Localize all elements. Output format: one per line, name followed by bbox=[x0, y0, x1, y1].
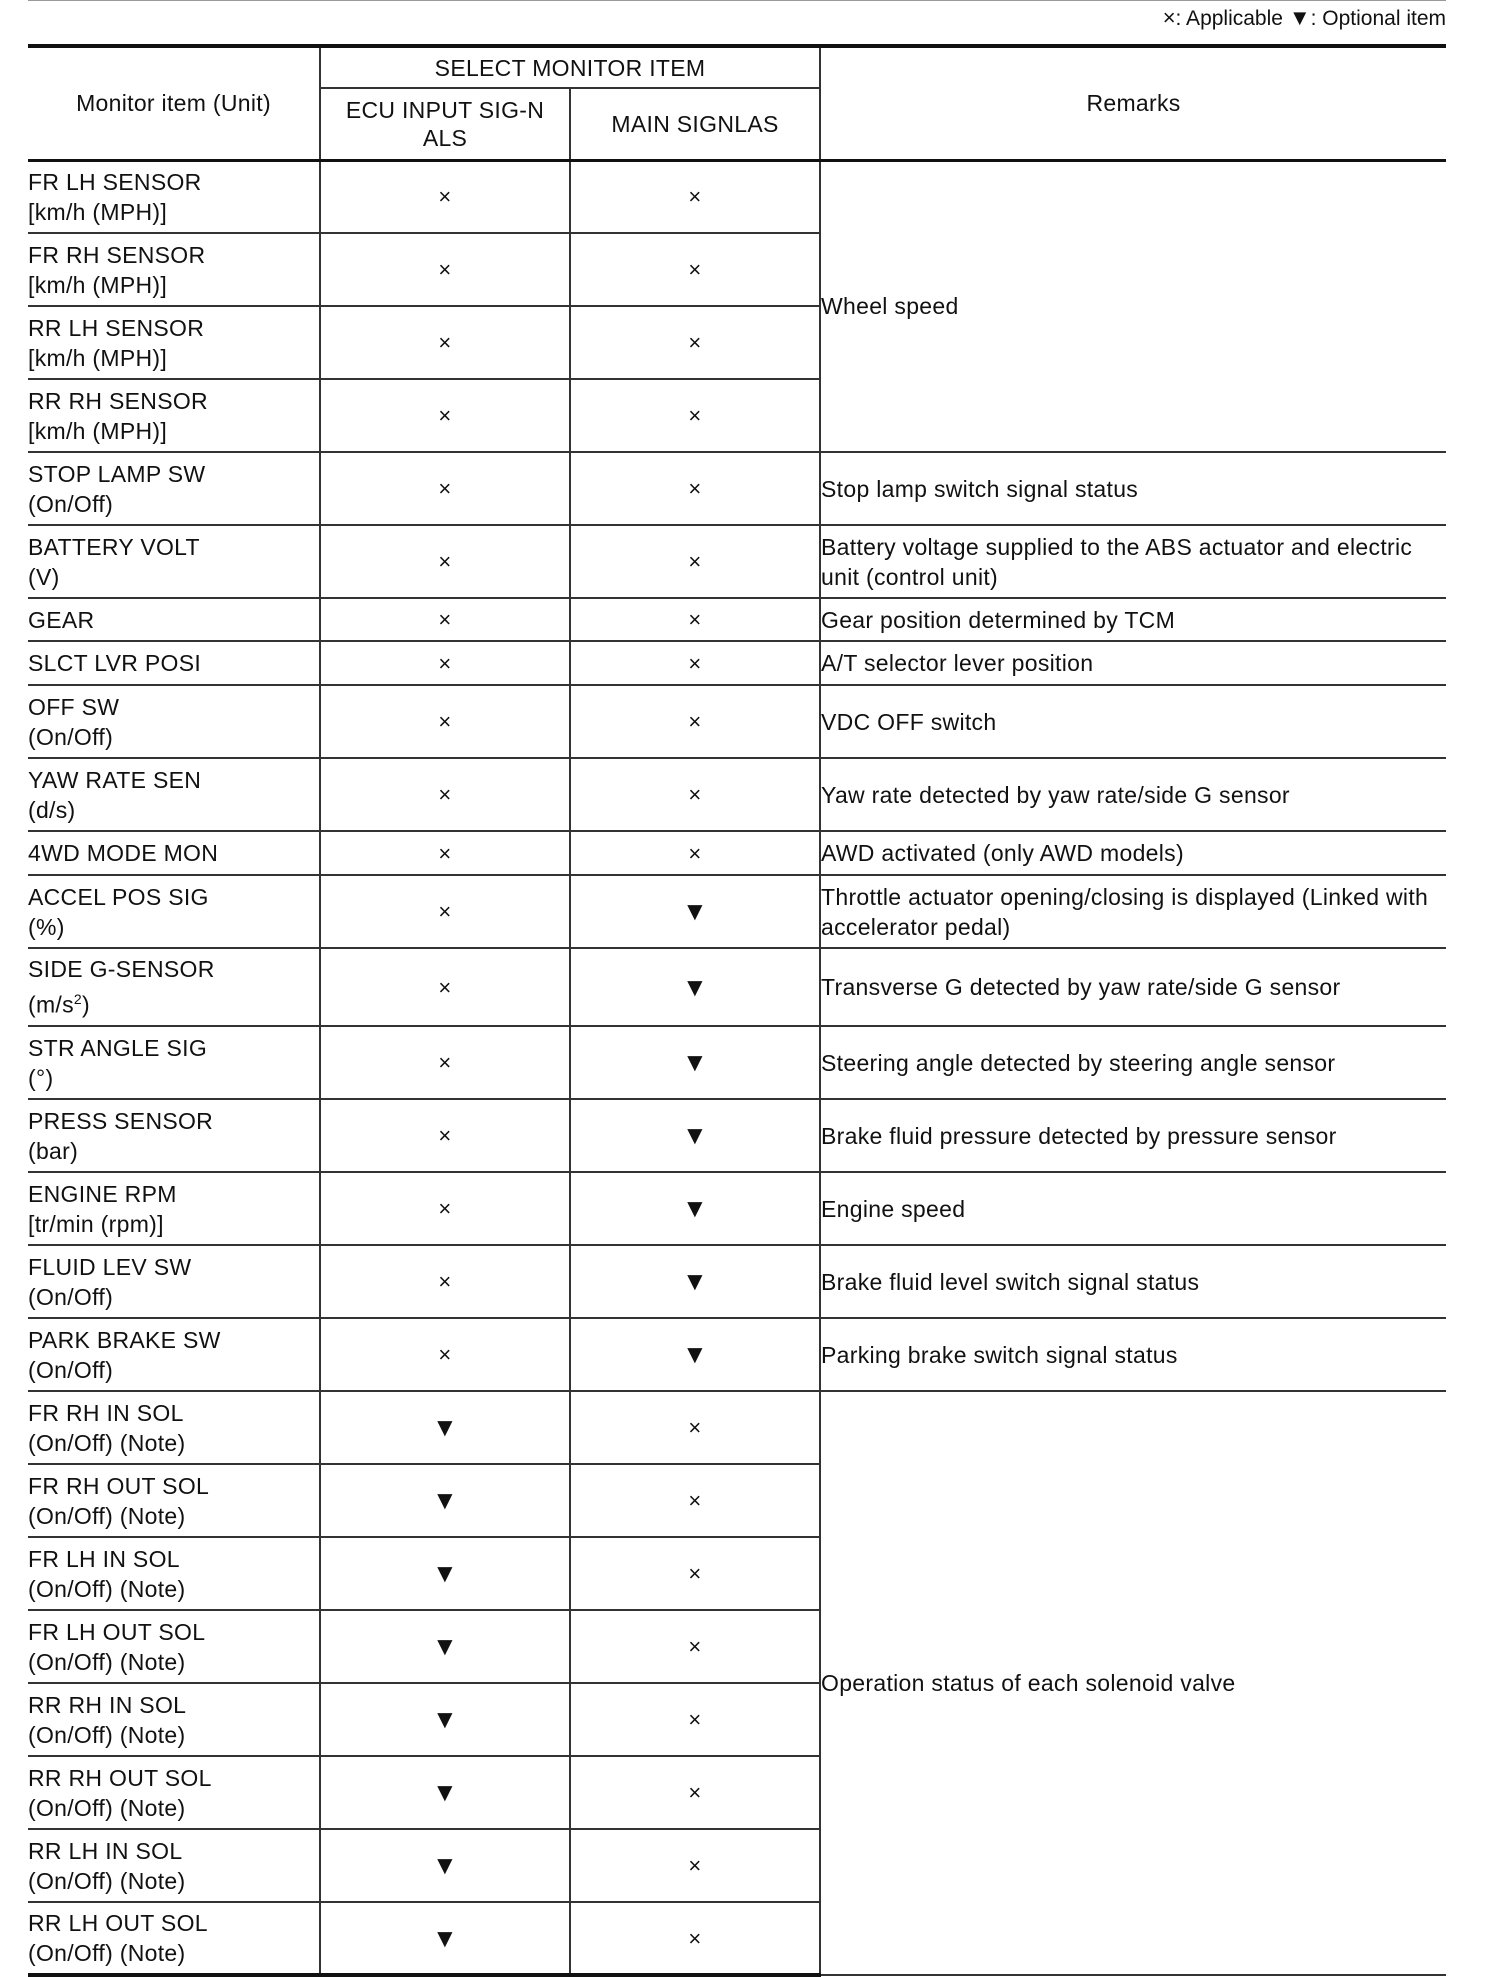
ecu-input-signals-cell bbox=[320, 160, 570, 233]
main-signals-cell bbox=[570, 233, 820, 306]
ecu-input-signals-cell bbox=[320, 1245, 570, 1318]
monitor-item-unit: (On/Off) (Note) bbox=[28, 1502, 186, 1529]
monitor-item-unit: (On/Off) bbox=[28, 723, 114, 750]
table-row bbox=[28, 1172, 1446, 1245]
monitor-item-name: 4WD MODE MON bbox=[28, 840, 219, 866]
optional-text: : Optional item bbox=[1310, 7, 1446, 30]
ecu-input-signals-cell bbox=[320, 758, 570, 831]
applicable-mark: × bbox=[438, 899, 452, 924]
main-signals-cell bbox=[570, 758, 820, 831]
remark-cell: Throttle actuator opening/closing is displayed (Linked with accelerator pedal) bbox=[820, 875, 1446, 948]
monitor-item-cell bbox=[28, 831, 320, 875]
ecu-input-signals-cell bbox=[320, 452, 570, 525]
monitor-item-unit: (On/Off) bbox=[28, 1283, 114, 1310]
ecu-input-signals-cell bbox=[320, 233, 570, 306]
applicable-mark: × bbox=[438, 1196, 452, 1221]
monitor-item-unit: (d/s) bbox=[28, 796, 76, 823]
monitor-item-name: PRESS SENSOR bbox=[28, 1107, 214, 1134]
applicable-mark: × bbox=[438, 709, 452, 734]
monitor-item-name: GEAR bbox=[28, 606, 95, 633]
ecu-input-signals-cell bbox=[320, 1537, 570, 1610]
monitor-item-name: FR RH OUT SOL bbox=[28, 1472, 210, 1499]
monitor-item-unit: (On/Off) (Note) bbox=[28, 1429, 186, 1456]
remark-cell: A/T selector lever position bbox=[820, 641, 1446, 685]
monitor-item-name: SIDE G-SENSOR bbox=[28, 956, 215, 983]
remark-cell: Battery voltage supplied to the ABS actuator and electric unit (control unit) bbox=[820, 525, 1446, 598]
applicable-mark: × bbox=[438, 257, 452, 282]
monitor-item-name: RR RH SENSOR bbox=[28, 387, 208, 414]
monitor-item-cell bbox=[28, 1610, 320, 1683]
table-row bbox=[28, 525, 1446, 598]
ecu-input-signals-cell bbox=[320, 1610, 570, 1683]
header-ecu-input-signals: ECU INPUT SIG-NALS bbox=[320, 88, 570, 160]
remark-cell: AWD activated (only AWD models) bbox=[820, 831, 1446, 875]
header-main-signals: MAIN SIGNLAS bbox=[570, 88, 820, 160]
main-signals-cell bbox=[570, 379, 820, 452]
main-signals-cell bbox=[570, 641, 820, 685]
top-rule bbox=[28, 0, 1446, 1]
main-signals-cell bbox=[570, 1099, 820, 1172]
applicable-mark: × bbox=[688, 1707, 702, 1732]
remark-cell: Stop lamp switch signal status bbox=[820, 452, 1446, 525]
monitor-item-unit: [km/h (MPH)] bbox=[28, 198, 168, 225]
monitor-item-unit: (V) bbox=[28, 563, 60, 590]
monitor-item-name: FR RH SENSOR bbox=[28, 241, 206, 268]
main-signals-cell bbox=[570, 1318, 820, 1391]
ecu-input-signals-cell bbox=[320, 1756, 570, 1829]
ecu-input-signals-cell bbox=[320, 1902, 570, 1975]
optional-item-icon: ▼ bbox=[681, 1120, 709, 1150]
ecu-input-signals-cell bbox=[320, 525, 570, 598]
monitor-item-cell bbox=[28, 1829, 320, 1902]
remark-cell: Gear position determined by TCM bbox=[820, 598, 1446, 641]
remark-cell: Parking brake switch signal status bbox=[820, 1318, 1446, 1391]
applicable-mark: × bbox=[438, 403, 452, 428]
monitor-item-cell bbox=[28, 875, 320, 948]
monitor-item-name: SLCT LVR POSI bbox=[28, 650, 202, 676]
monitor-item-cell bbox=[28, 598, 320, 641]
applicable-mark: × bbox=[688, 1561, 702, 1586]
applicable-mark: × bbox=[438, 1123, 452, 1148]
applicable-mark: × bbox=[688, 1853, 702, 1878]
ecu-input-signals-cell bbox=[320, 1829, 570, 1902]
main-signals-cell bbox=[570, 1537, 820, 1610]
monitor-item-unit: (On/Off) (Note) bbox=[28, 1648, 186, 1675]
monitor-item-unit: (°) bbox=[28, 1064, 54, 1091]
monitor-item-cell bbox=[28, 1683, 320, 1756]
header-remarks: Remarks bbox=[820, 46, 1446, 160]
monitor-item-unit: (%) bbox=[28, 913, 65, 940]
main-signals-cell bbox=[570, 1610, 820, 1683]
main-signals-cell bbox=[570, 831, 820, 875]
ecu-input-signals-cell bbox=[320, 641, 570, 685]
monitor-item-name: RR LH IN SOL bbox=[28, 1837, 183, 1864]
remark-cell: Engine speed bbox=[820, 1172, 1446, 1245]
table-row bbox=[28, 875, 1446, 948]
main-signals-cell bbox=[570, 598, 820, 641]
ecu-input-signals-cell bbox=[320, 831, 570, 875]
optional-item-icon: ▼ bbox=[431, 1631, 459, 1661]
ecu-input-signals-cell bbox=[320, 948, 570, 1026]
ecu-input-signals-cell bbox=[320, 1099, 570, 1172]
main-signals-cell bbox=[570, 1683, 820, 1756]
applicable-mark: × bbox=[688, 650, 702, 676]
monitor-item-unit: (On/Off) (Note) bbox=[28, 1721, 186, 1748]
monitor-item-name: FR LH OUT SOL bbox=[28, 1618, 206, 1645]
main-signals-cell bbox=[570, 525, 820, 598]
header-select-monitor-item: SELECT MONITOR ITEM bbox=[320, 46, 820, 88]
monitor-item-cell bbox=[28, 452, 320, 525]
applicable-mark: × bbox=[438, 330, 452, 355]
header-monitor-item: Monitor item (Unit) bbox=[28, 46, 320, 160]
ecu-input-signals-cell bbox=[320, 1172, 570, 1245]
monitor-item-cell bbox=[28, 948, 320, 1026]
remark-cell: Yaw rate detected by yaw rate/side G sensor bbox=[820, 758, 1446, 831]
remark-wheel-speed: Wheel speed bbox=[820, 160, 1446, 452]
ecu-input-signals-cell bbox=[320, 379, 570, 452]
table-row bbox=[28, 1245, 1446, 1318]
applicable-mark: × bbox=[688, 1488, 702, 1513]
monitor-item-name: ACCEL POS SIG bbox=[28, 883, 209, 910]
ecu-input-signals-cell bbox=[320, 598, 570, 641]
remark-solenoid: Operation status of each solenoid valve bbox=[820, 1391, 1446, 1975]
main-signals-cell bbox=[570, 685, 820, 758]
monitor-item-unit: [km/h (MPH)] bbox=[28, 344, 168, 371]
applicable-mark: × bbox=[438, 840, 452, 866]
optional-item-icon: ▼ bbox=[681, 1266, 709, 1296]
monitor-item-cell bbox=[28, 525, 320, 598]
table-row bbox=[28, 831, 1446, 875]
optional-item-icon: ▼ bbox=[431, 1412, 459, 1442]
monitor-item-cell bbox=[28, 1756, 320, 1829]
applicable-symbol: × bbox=[1162, 5, 1176, 30]
monitor-item-unit: (On/Off) (Note) bbox=[28, 1867, 186, 1894]
monitor-item-cell bbox=[28, 1464, 320, 1537]
monitor-item-name: RR LH SENSOR bbox=[28, 314, 205, 341]
main-signals-cell bbox=[570, 1391, 820, 1464]
ecu-input-signals-cell bbox=[320, 1026, 570, 1099]
table-row bbox=[28, 758, 1446, 831]
optional-item-icon: ▼ bbox=[431, 1777, 459, 1807]
remark-cell: Transverse G detected by yaw rate/side G sensor bbox=[820, 948, 1446, 1026]
applicable-mark: × bbox=[438, 1269, 452, 1294]
table-row bbox=[28, 685, 1446, 758]
remark-cell: Brake fluid level switch signal status bbox=[820, 1245, 1446, 1318]
ecu-input-signals-cell bbox=[320, 1391, 570, 1464]
monitor-item-name: FR LH SENSOR bbox=[28, 168, 202, 195]
applicable-mark: × bbox=[438, 549, 452, 574]
unit-tail: ) bbox=[82, 991, 90, 1018]
monitor-item-unit: [km/h (MPH)] bbox=[28, 417, 168, 444]
applicable-mark: × bbox=[688, 1780, 702, 1805]
monitor-item-cell bbox=[28, 1172, 320, 1245]
remark-cell: Steering angle detected by steering angle sensor bbox=[820, 1026, 1446, 1099]
monitor-item-name: RR RH IN SOL bbox=[28, 1691, 187, 1718]
applicable-mark: × bbox=[438, 650, 452, 676]
monitor-item-name: STR ANGLE SIG bbox=[28, 1034, 208, 1061]
applicable-mark: × bbox=[438, 1342, 452, 1367]
main-signals-cell bbox=[570, 1026, 820, 1099]
optional-item-icon: ▼ bbox=[431, 1922, 459, 1953]
optional-item-icon: ▼ bbox=[431, 1558, 459, 1588]
optional-item-icon: ▼ bbox=[431, 1704, 459, 1734]
applicable-text: : Applicable bbox=[1175, 7, 1283, 30]
optional-item-icon: ▼ bbox=[431, 1485, 459, 1515]
ecu-input-signals-cell bbox=[320, 875, 570, 948]
applicable-mark: × bbox=[688, 1925, 702, 1951]
optional-item-icon: ▼ bbox=[681, 1339, 709, 1369]
monitor-item-unit: (On/Off) (Note) bbox=[28, 1575, 186, 1602]
monitor-item-unit: (On/Off) bbox=[28, 490, 114, 517]
monitor-item-cell bbox=[28, 1318, 320, 1391]
unit-superscript: 2 bbox=[73, 991, 83, 1008]
optional-item-icon: ▼ bbox=[681, 896, 709, 926]
monitor-item-cell bbox=[28, 1902, 320, 1975]
ecu-input-signals-cell bbox=[320, 1318, 570, 1391]
optional-item-icon: ▼ bbox=[681, 971, 709, 1002]
main-signals-cell bbox=[570, 1245, 820, 1318]
table-row bbox=[28, 452, 1446, 525]
applicable-mark: × bbox=[438, 974, 452, 1000]
applicable-mark: × bbox=[438, 476, 452, 501]
main-signals-cell bbox=[570, 1902, 820, 1975]
optional-item-icon: ▼ bbox=[681, 1047, 709, 1077]
monitor-item-name: STOP LAMP SW bbox=[28, 460, 206, 487]
applicable-mark: × bbox=[688, 607, 702, 632]
monitor-item-unit: (m/s bbox=[28, 991, 74, 1018]
monitor-item-unit: (On/Off) bbox=[28, 1356, 114, 1383]
applicable-mark: × bbox=[688, 840, 702, 866]
applicable-mark: × bbox=[438, 782, 452, 807]
monitor-item-cell bbox=[28, 758, 320, 831]
table-row bbox=[28, 1391, 1446, 1464]
monitor-item-unit: (On/Off) (Note) bbox=[28, 1794, 186, 1821]
table-row bbox=[28, 1099, 1446, 1172]
applicable-mark: × bbox=[688, 184, 702, 210]
monitor-item-cell bbox=[28, 306, 320, 379]
main-signals-cell bbox=[570, 1756, 820, 1829]
applicable-mark: × bbox=[688, 709, 702, 734]
applicable-mark: × bbox=[688, 330, 702, 355]
optional-item-icon: ▼ bbox=[681, 1193, 709, 1223]
applicable-mark: × bbox=[438, 607, 452, 632]
monitor-item-cell bbox=[28, 1391, 320, 1464]
table-row bbox=[28, 1318, 1446, 1391]
table-row bbox=[28, 948, 1446, 1026]
table-row bbox=[28, 641, 1446, 685]
monitor-item-name: PARK BRAKE SW bbox=[28, 1326, 221, 1353]
monitor-item-cell bbox=[28, 379, 320, 452]
monitor-item-name: YAW RATE SEN bbox=[28, 766, 202, 793]
monitor-item-table bbox=[28, 44, 1446, 1977]
main-signals-cell bbox=[570, 1829, 820, 1902]
applicable-mark: × bbox=[688, 549, 702, 574]
monitor-item-cell bbox=[28, 1537, 320, 1610]
applicable-mark: × bbox=[438, 184, 452, 210]
monitor-item-cell bbox=[28, 1245, 320, 1318]
optional-item-icon: ▼ bbox=[1288, 5, 1311, 30]
monitor-item-name: FR LH IN SOL bbox=[28, 1545, 180, 1572]
monitor-item-cell bbox=[28, 685, 320, 758]
applicable-mark: × bbox=[688, 1634, 702, 1659]
monitor-item-unit: (bar) bbox=[28, 1137, 79, 1164]
monitor-item-name: OFF SW bbox=[28, 693, 120, 720]
monitor-item-name: ENGINE RPM bbox=[28, 1180, 177, 1207]
applicable-mark: × bbox=[688, 782, 702, 807]
main-signals-cell bbox=[570, 160, 820, 233]
monitor-item-unit: [tr/min (rpm)] bbox=[28, 1210, 164, 1237]
applicable-mark: × bbox=[688, 476, 702, 501]
main-signals-cell bbox=[570, 1172, 820, 1245]
monitor-item-name: BATTERY VOLT bbox=[28, 533, 200, 560]
main-signals-cell bbox=[570, 306, 820, 379]
monitor-item-cell bbox=[28, 1099, 320, 1172]
table-row bbox=[28, 160, 1446, 233]
table-row bbox=[28, 1026, 1446, 1099]
applicable-mark: × bbox=[688, 403, 702, 428]
applicable-mark: × bbox=[688, 257, 702, 282]
monitor-item-name: FR RH IN SOL bbox=[28, 1399, 184, 1426]
monitor-item-name: RR RH OUT SOL bbox=[28, 1764, 212, 1791]
monitor-item-unit: [km/h (MPH)] bbox=[28, 271, 168, 298]
main-signals-cell bbox=[570, 452, 820, 525]
ecu-input-signals-cell bbox=[320, 1464, 570, 1537]
optional-item-icon: ▼ bbox=[431, 1850, 459, 1880]
monitor-item-name: FLUID LEV SW bbox=[28, 1253, 192, 1280]
monitor-item-name: RR LH OUT SOL bbox=[28, 1910, 208, 1936]
table-row bbox=[28, 598, 1446, 641]
remark-cell: Brake fluid pressure detected by pressure sensor bbox=[820, 1099, 1446, 1172]
applicable-mark: × bbox=[438, 1050, 452, 1075]
applicable-mark: × bbox=[688, 1415, 702, 1440]
monitor-item-unit: (On/Off) (Note) bbox=[28, 1940, 186, 1966]
monitor-item-cell bbox=[28, 1026, 320, 1099]
ecu-input-signals-cell bbox=[320, 1683, 570, 1756]
main-signals-cell bbox=[570, 875, 820, 948]
legend bbox=[1163, 6, 1446, 31]
ecu-input-signals-cell bbox=[320, 306, 570, 379]
ecu-input-signals-cell bbox=[320, 685, 570, 758]
monitor-item-cell bbox=[28, 160, 320, 233]
remark-cell: VDC OFF switch bbox=[820, 685, 1446, 758]
monitor-item-cell bbox=[28, 233, 320, 306]
monitor-item-cell bbox=[28, 641, 320, 685]
main-signals-cell bbox=[570, 1464, 820, 1537]
main-signals-cell bbox=[570, 948, 820, 1026]
